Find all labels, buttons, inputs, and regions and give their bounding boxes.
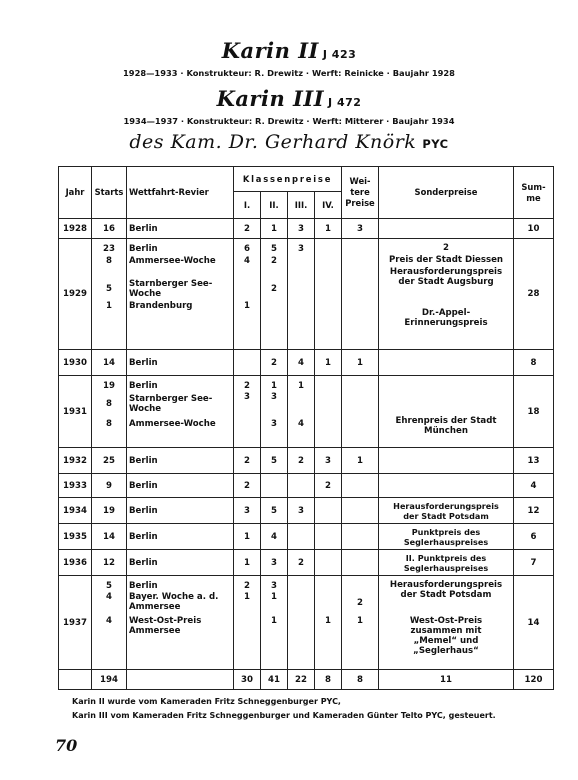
cell-revier: [127, 376, 233, 432]
cell-revier: [127, 239, 233, 312]
cell-revier: [127, 670, 234, 690]
cell-sonderpreise: [379, 350, 514, 376]
entry-sonderpreis: West-Ost-Preis zusammen mit „Memel“ und „Seglerhaus“: [409, 616, 483, 656]
entry-sonderpreis: 2: [443, 243, 449, 253]
cell-k1: [234, 350, 261, 376]
entry-weitere: [342, 580, 378, 592]
header-weitere-preise: Wei- tere Preise: [342, 167, 379, 219]
cell-sonderpreise: [379, 376, 513, 438]
cell-year: 1931: [59, 376, 92, 448]
table-row-1933: [59, 474, 554, 498]
boat-details-karin-ii: 1928—1933 · Konstrukteur: R. Drewitz · Werft: Reinicke · Baujahr 1928: [123, 68, 455, 78]
boat-title-karin-ii: [0, 38, 578, 63]
entry-k2: 1: [271, 381, 277, 391]
cell-revier: Berlin: [127, 350, 234, 376]
entry-k2: 2: [271, 256, 277, 266]
table-row-1932: [59, 448, 554, 474]
entry-sonderpreis: Ehrenpreis der Stadt München: [395, 416, 497, 436]
cell-k3: 2: [288, 448, 315, 474]
footnote-line-1: Karin II wurde vom Kameraden Fritz Schneggenburger PYC,: [72, 697, 341, 706]
cell-starts: 25: [92, 448, 127, 474]
cell-sonderpreise: 11: [379, 670, 514, 690]
cell-k2: 1: [261, 219, 288, 239]
cell-k4: [315, 498, 342, 524]
cell-starts: [92, 239, 126, 312]
entry-k1: [234, 616, 260, 640]
entry-revier: Berlin: [129, 244, 158, 254]
entry-starts: 5: [106, 581, 112, 591]
cell-year: 1935: [59, 524, 92, 550]
table-row-1931: [59, 376, 554, 448]
entry-k3: 3: [298, 244, 304, 254]
cell-summe: 18: [514, 376, 554, 448]
cell-weitere: [342, 376, 379, 448]
cell-k4: [315, 576, 341, 640]
cell-summe: 120: [514, 670, 554, 690]
cell-k3: [288, 576, 315, 670]
cell-k2: [261, 376, 287, 432]
entry-revier: Starnberger See- Woche: [129, 394, 213, 414]
cell-starts: 14: [92, 350, 127, 376]
entry-starts: 8: [106, 256, 112, 266]
owner-club: PYC: [422, 137, 449, 151]
table-row-1930: [59, 350, 554, 376]
cell-k3: 2: [288, 550, 315, 576]
entry-k2: [261, 300, 287, 312]
boat-registration: J 423: [322, 48, 357, 61]
entry-k1: 2: [244, 581, 250, 591]
cell-revier: Berlin: [127, 550, 234, 576]
entry-k3: 1: [298, 381, 304, 391]
cell-k4: [315, 239, 342, 350]
entry-k2: 1: [271, 616, 277, 626]
cell-k2: [261, 576, 287, 640]
cell-k4: [315, 550, 342, 576]
cell-k2: [261, 239, 287, 312]
cell-k1: 1: [234, 550, 261, 576]
page-number: 70: [55, 736, 78, 755]
cell-summe: 7: [514, 550, 554, 576]
cell-year: 1934: [59, 498, 92, 524]
cell-starts: 12: [92, 550, 127, 576]
entry-starts: 5: [106, 284, 112, 294]
entry-k2: 5: [271, 244, 277, 254]
entry-starts: 4: [106, 592, 112, 602]
cell-k2: [261, 474, 288, 498]
cell-starts: 194: [92, 670, 127, 690]
boat-title-karin-iii: [0, 86, 578, 111]
cell-k4: 8: [315, 670, 342, 690]
cell-starts: 16: [92, 219, 127, 239]
cell-summe: 13: [514, 448, 554, 474]
cell-revier: Berlin: [127, 524, 234, 550]
cell-k2: 41: [261, 670, 288, 690]
cell-weitere: 1: [342, 448, 379, 474]
cell-summe: 4: [514, 474, 554, 498]
entry-revier: West-Ost-Preis Ammersee: [129, 616, 202, 636]
entry-k1: 1: [244, 301, 250, 311]
cell-k1: 2: [234, 474, 261, 498]
cell-summe: 10: [514, 219, 554, 239]
cell-k3: 3: [288, 219, 315, 239]
entry-k3: [288, 300, 314, 312]
entry-sonderpreis: Dr.-Appel- Erinnerungspreis: [404, 308, 488, 328]
entry-k3: 4: [298, 419, 304, 429]
entry-starts: 4: [106, 616, 112, 626]
cell-weitere: 1: [342, 350, 379, 376]
cell-k1: 2: [234, 219, 261, 239]
entry-revier: Starnberger See- Woche: [129, 279, 213, 299]
table-row-1937: [59, 576, 554, 670]
cell-k3: [288, 239, 314, 312]
cell-k1: [234, 576, 260, 640]
entry-starts: 1: [106, 301, 112, 311]
cell-k1: 30: [234, 670, 261, 690]
cell-starts: [92, 576, 126, 640]
cell-year: 1937: [59, 576, 92, 670]
cell-k3: [288, 474, 315, 498]
entry-k1: 2: [244, 381, 250, 391]
entry-revier: Berlin: [129, 581, 158, 591]
cell-starts: [92, 376, 126, 432]
entry-k1: 4: [244, 256, 250, 266]
cell-k3: 22: [288, 670, 315, 690]
header-revier: Wettfahrt-Revier: [127, 167, 234, 219]
table-row-1935: [59, 524, 554, 550]
results-table: [58, 166, 554, 690]
cell-k2: 2: [261, 350, 288, 376]
entry-revier: Ammersee-Woche: [129, 256, 216, 266]
cell-summe: 12: [514, 498, 554, 524]
entry-k3: [288, 392, 314, 416]
entry-revier: Ammersee-Woche: [129, 419, 216, 429]
table-row-1936: [59, 550, 554, 576]
boat-details-karin-iii: 1934—1937 · Konstrukteur: R. Drewitz · Werft: Mitterer · Baujahr 1934: [123, 116, 455, 126]
entry-k2: 2: [271, 284, 277, 294]
entry-k3: [288, 278, 314, 300]
cell-k4: [315, 376, 342, 448]
cell-year: 1933: [59, 474, 92, 498]
cell-year: 1936: [59, 550, 92, 576]
owner-name: des Kam. Dr. Gerhard Knörk: [129, 131, 417, 153]
header-klassenpreise: Klassenpreise: [234, 167, 342, 192]
entry-k3: [288, 255, 314, 267]
cell-revier: Berlin: [127, 474, 234, 498]
cell-k1: 3: [234, 498, 261, 524]
cell-k4: 1: [315, 350, 342, 376]
boat-registration: J 472: [328, 96, 362, 109]
cell-k4: 3: [315, 448, 342, 474]
cell-sonderpreise: [379, 576, 513, 658]
cell-weitere: [342, 474, 379, 498]
cell-year: 1932: [59, 448, 92, 474]
entry-k1: 6: [244, 244, 250, 254]
cell-weitere: 8: [342, 670, 379, 690]
cell-starts: 19: [92, 498, 127, 524]
header-summe: Sum- me: [514, 167, 554, 219]
header-k3: III.: [288, 192, 315, 219]
entry-sonderpreis: [379, 380, 513, 392]
cell-k2: 5: [261, 448, 288, 474]
cell-year: [59, 670, 92, 690]
cell-weitere: 3: [342, 219, 379, 239]
header-jahr: Jahr: [59, 167, 92, 219]
entry-revier: Brandenburg: [129, 301, 193, 311]
owner-line: [0, 131, 578, 153]
cell-sonderpreise: [379, 448, 514, 474]
entry-k4: [315, 592, 341, 616]
entry-k1: [234, 416, 260, 432]
cell-weitere: [342, 239, 379, 350]
entry-k4: [315, 580, 341, 592]
table-row-1934: [59, 498, 554, 524]
entry-revier: Bayer. Woche a. d. Ammersee: [129, 592, 219, 612]
cell-k3: [288, 524, 315, 550]
cell-starts: 9: [92, 474, 127, 498]
cell-k1: 1: [234, 524, 261, 550]
entry-starts: 23: [103, 244, 115, 254]
header-k1: I.: [234, 192, 261, 219]
entry-sonderpreis: Herausforderungspreis der Stadt Potsdam: [389, 580, 503, 600]
entry-k2: 3: [271, 419, 277, 429]
cell-starts: 14: [92, 524, 127, 550]
entry-k2: 1: [271, 592, 277, 602]
cell-summe: 14: [514, 576, 554, 670]
table-row-1929: [59, 239, 554, 350]
cell-k4: [315, 524, 342, 550]
header-k4: IV.: [315, 192, 342, 219]
boat-name: Karin III: [216, 86, 325, 111]
entry-sonderpreis: [379, 392, 513, 416]
cell-k2: 5: [261, 498, 288, 524]
entry-k1: 1: [244, 592, 250, 602]
cell-year: 1930: [59, 350, 92, 376]
cell-weitere: [342, 524, 379, 550]
entry-k2: 3: [271, 581, 277, 591]
entry-k4: 1: [325, 616, 331, 626]
entry-k1: 3: [244, 392, 250, 402]
cell-k4: 2: [315, 474, 342, 498]
cell-k1: [234, 239, 260, 312]
cell-sonderpreise: [379, 474, 514, 498]
header-k2: II.: [261, 192, 288, 219]
entry-weitere: 1: [357, 616, 363, 626]
entry-sonderpreis: Herausforderungspreis der Stadt Augsburg: [389, 267, 503, 287]
cell-k3: 4: [288, 350, 315, 376]
cell-year: 1929: [59, 239, 92, 350]
cell-summe: 8: [514, 350, 554, 376]
header-starts: Starts: [92, 167, 127, 219]
cell-revier: Berlin: [127, 219, 234, 239]
cell-revier: Berlin: [127, 448, 234, 474]
cell-k2: 3: [261, 550, 288, 576]
entry-starts: 19: [103, 381, 115, 391]
table-row-1928: [59, 219, 554, 239]
cell-revier: Berlin: [127, 498, 234, 524]
cell-summe: 28: [514, 239, 554, 350]
entry-revier: Berlin: [129, 381, 158, 391]
cell-year: 1928: [59, 219, 92, 239]
header-sonderpreise: Sonderpreise: [379, 167, 514, 219]
cell-summe: 6: [514, 524, 554, 550]
entry-sonderpreis: Preis der Stadt Diessen: [388, 255, 504, 265]
cell-weitere: [342, 576, 378, 640]
cell-sonderpreise: Herausforderungspreis der Stadt Potsdam: [379, 498, 514, 524]
cell-k3: [288, 376, 314, 432]
boat-name: Karin II: [221, 38, 319, 63]
cell-revier: [127, 576, 233, 640]
entry-k1: [234, 278, 260, 300]
cell-weitere: [342, 498, 379, 524]
cell-weitere: [342, 550, 379, 576]
entry-starts: 8: [106, 419, 112, 429]
cell-sonderpreise: [379, 219, 514, 239]
footnote-line-2: Karin III vom Kameraden Fritz Schneggenburger und Kameraden Günter Telto PYC, gesteuert.: [72, 711, 496, 720]
cell-sonderpreise: Punktpreis des Seglerhauspreises: [379, 524, 514, 550]
cell-k3: 3: [288, 498, 315, 524]
cell-k4: 1: [315, 219, 342, 239]
entry-k2: 3: [271, 392, 277, 402]
cell-sonderpreise: II. Punktpreis des Seglerhauspreises: [379, 550, 514, 576]
cell-k1: 2: [234, 448, 261, 474]
cell-sonderpreise: [379, 239, 513, 332]
cell-k2: 4: [261, 524, 288, 550]
table-row-totals: [59, 670, 554, 690]
entry-weitere: 2: [357, 598, 363, 608]
entry-starts: 8: [106, 399, 112, 409]
cell-k1: [234, 376, 260, 432]
